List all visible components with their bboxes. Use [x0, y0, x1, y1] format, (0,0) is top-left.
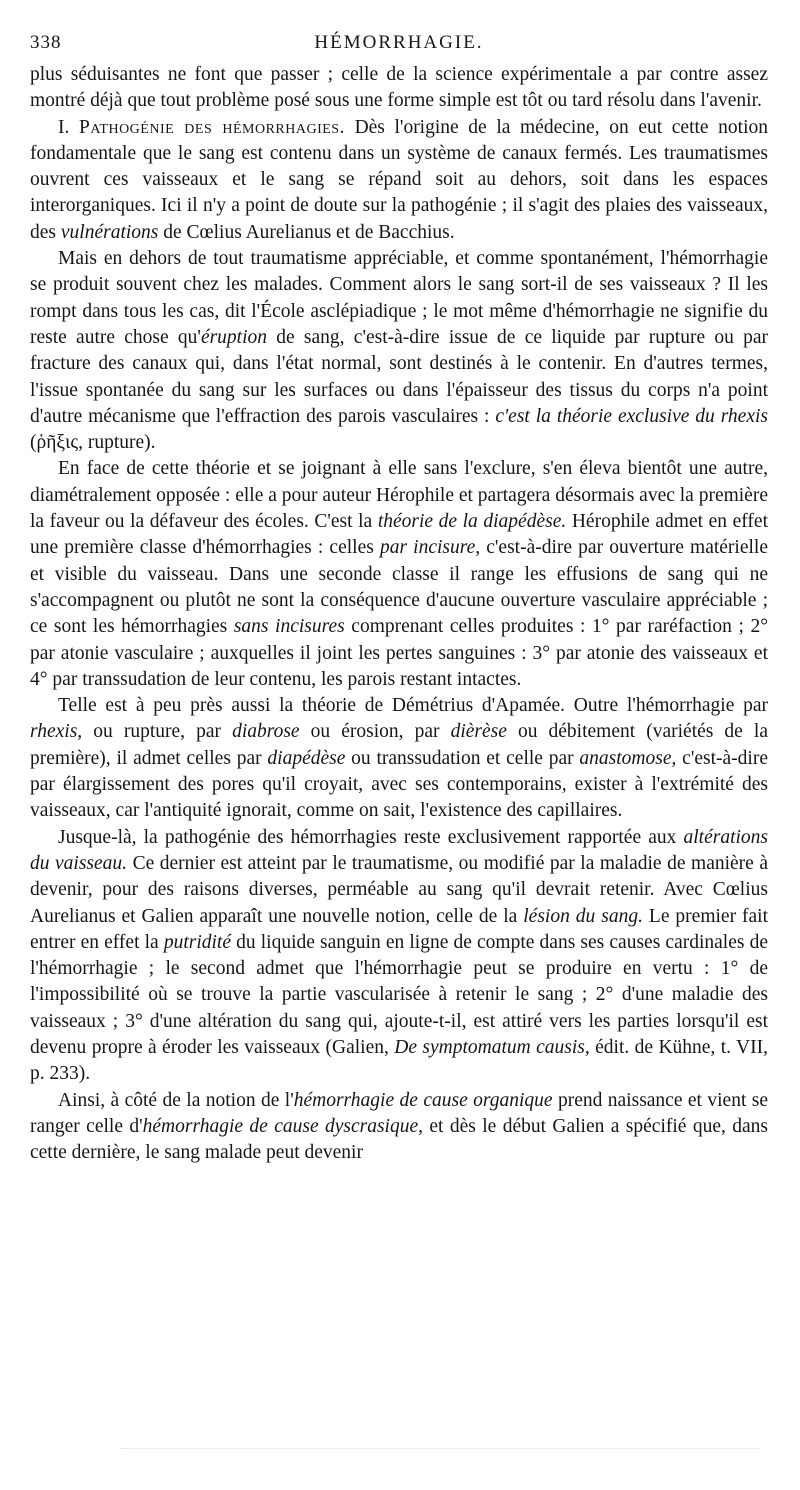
- paragraph: [30, 115, 768, 246]
- italic-text: rhexis,: [30, 721, 83, 743]
- italic-text: altérations du vaisseau.: [30, 826, 768, 874]
- italic-text: c'est la théorie exclusive du rhexis: [495, 405, 769, 427]
- page-number: 338: [30, 32, 62, 53]
- italic-text: hémorrhagie de cause organique: [293, 1089, 553, 1111]
- italic-text: De symptomatum causis,: [394, 1036, 590, 1058]
- italic-text: diabrose: [232, 721, 300, 743]
- body-text: c'est-à-dire par élargissement des pores qu'il croyait, avec ses contemporains, exister à l'extrémité des vaisseaux, car l'antiquité ignorait, comme on sait, l'existence des capillaires.: [30, 747, 768, 822]
- body-text: prend naissance et vient se ranger celle d': [30, 1089, 769, 1137]
- paragraph: [30, 693, 768, 824]
- body-text: plus séduisantes ne font que passer ; celle de la science expérimentale a par contre assez montré déjà que tout problème posé sous une forme simple est tôt ou tard résolu dans l'avenir.: [30, 64, 768, 112]
- italic-text: diapédèse: [267, 747, 346, 769]
- paragraph: [30, 825, 768, 1088]
- italic-text: putridité: [163, 931, 231, 953]
- paragraph: [30, 456, 768, 693]
- body-text: du liquide sanguin en ligne de compte dans ses causes cardinales de l'hémorrhagie ; le second admet que l'hémorrhagie peut se produire en vertu : 1° de l'impossibilité où se trouve la partie vascularisée à retenir le sang ; 2° d'une maladie des vaisseaux ; 3° d'une altération du sang qui, ajoute-t-il, est attiré vers les parties lorsqu'il est devenu propre à éroder les vaisseaux (Galien,: [30, 931, 768, 1058]
- body-text: (ῥῆξις, rupture).: [30, 432, 156, 454]
- italic-text: vulnérations: [60, 221, 159, 243]
- body-text: Ce dernier est atteint par le traumatisme, ou modifié par la maladie de manière à devenir, pour des raisons diverses, perméable au sang qu'il devrait retenir. Avec Cœlius Aurelianus et Galien apparaît une nouvelle notion, celle de la: [30, 852, 768, 927]
- faint-bleedthrough-line: [120, 1448, 760, 1457]
- body-text: de sang, c'est-à-dire issue de ce liquide par rupture ou par fracture des canaux qui, dans l'état normal, sont destinés à le contenir. En d'autres termes, l'issue spontanée du sang sur les surfaces ou dans l'épaisseur des tissus du corps n'a point d'autre mécanisme que l'effraction des parois vasculaires :: [30, 326, 769, 427]
- body-text: comprenant celles produites : 1° par raréfaction ; 2° par atonie vasculaire ; auxquelles il joint les pertes sanguines : 3° par atonie des vaisseaux et 4° par transsudation de leur contenu, les parois restant intactes.: [30, 616, 768, 690]
- section-heading: Pathogénie des hémorrhagies.: [79, 116, 345, 138]
- body-text: Telle est à peu près aussi la théorie de Démétrius d'Apamée. Outre l'hémorrhagie par: [58, 695, 768, 717]
- body-text: Mais en dehors de tout traumatisme appréciable, et comme spontanément, l'hémorrhagie se produit souvent chez les malades. Comment alors le sang sort-il de ses vaisseaux ? Il les rompt dans tous les cas, dit l'École asclépiadique ; le mot même d'hémorrhagie ne signifie du reste autre chose qu': [30, 248, 768, 348]
- body-text: Dès l'origine de la médecine, on eut cette notion fondamentale que le sang est contenu dans un système de canaux fermés. Les traumatismes ouvrent ces vaisseaux et le sang se répand soit au dehors, soit dans les espaces interorganiques. Ici il n'y a point de doute sur la pathogénie ; il s'agit des plaies des vaisseaux, des: [30, 116, 769, 243]
- body-text: ou rupture, par: [82, 721, 233, 743]
- italic-text: sans incisures: [233, 616, 345, 638]
- body-text: c'est-à-dire par ouverture matérielle et visible du vaisseau. Dans une seconde classe il range les effusions de sang qui ne s'accompagnent ou plutôt ne sont la conséquence d'aucune ouverture vasculaire appréciable ; ce sont les hémorrhagies: [30, 537, 768, 638]
- running-header: [30, 30, 768, 58]
- body-text: de Cœlius Aurelianus et de Bacchius.: [158, 221, 455, 243]
- body-text: I.: [58, 116, 79, 138]
- running-title: HÉMORRHAGIE.: [314, 32, 484, 53]
- italic-text: dièrèse: [450, 721, 507, 743]
- body-text: ou débitement (variétés de la première), il admet celles par: [30, 721, 768, 769]
- italic-text: hémorrhagie de cause dyscrasique,: [142, 1115, 424, 1137]
- italic-text: par incisure,: [379, 537, 481, 559]
- body-text: Ainsi, à côté de la notion de l': [58, 1089, 294, 1111]
- italic-text: anastomose,: [579, 747, 677, 769]
- italic-text: théorie de la diapédèse.: [377, 511, 567, 533]
- body-text: Hérophile admet en effet une première classe d'hémorrhagies : celles: [30, 511, 768, 559]
- body-text: ou érosion, par: [299, 721, 451, 743]
- body-text: Le premier fait entrer en effet la: [30, 905, 768, 953]
- paragraph: [30, 62, 768, 115]
- body-text: et dès le début Galien a spécifié que, dans cette dernière, le sang malade peut devenir: [30, 1115, 768, 1164]
- italic-text: éruption: [200, 326, 268, 348]
- body-text: Jusque-là, la pathogénie des hémorrhagies reste exclusivement rapportée aux: [58, 826, 684, 848]
- paragraph: [30, 1088, 768, 1167]
- book-page: [30, 30, 768, 1166]
- body-text: En face de cette théorie et se joignant à elle sans l'exclure, s'en éleva bientôt une autre, diamétralement opposée : elle a pour auteur Hérophile et partagera désormais avec la première la faveur ou la défaveur des écoles. C'est la: [30, 458, 768, 533]
- paragraph: [30, 246, 768, 456]
- body-text: édit. de Kühne, t. VII, p. 233).: [30, 1036, 768, 1085]
- body-text: ou transsudation et celle par: [345, 747, 580, 769]
- italic-text: lésion du sang.: [523, 905, 643, 927]
